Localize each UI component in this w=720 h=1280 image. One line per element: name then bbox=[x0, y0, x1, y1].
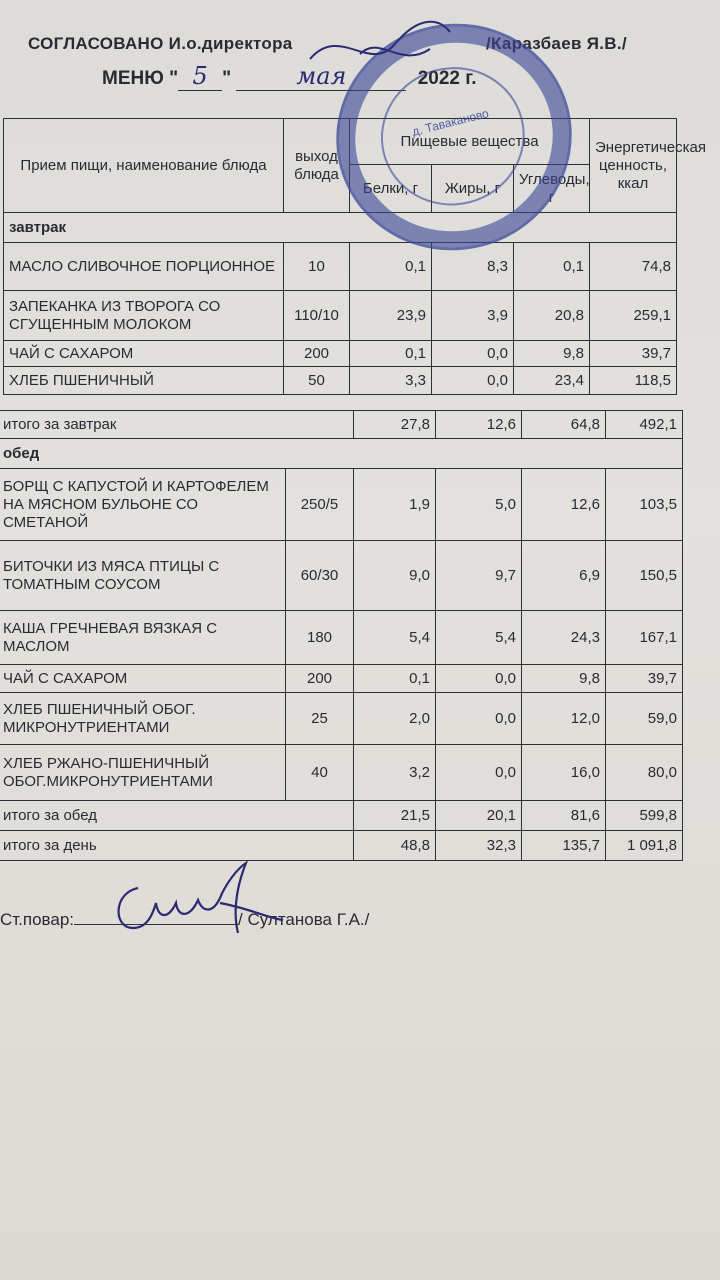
dish-name: БОРЩ С КАПУСТОЙ И КАРТОФЕЛЕМ НА МЯСНОМ БУЛЬОНЕ СО СМЕТАНОЙ bbox=[0, 469, 286, 541]
dish-fat: 0,0 bbox=[432, 341, 514, 367]
day-total-protein: 48,8 bbox=[354, 831, 436, 861]
dish-name: ХЛЕБ ПШЕНИЧНЫЙ ОБОГ. МИКРОНУТРИЕНТАМИ bbox=[0, 693, 286, 745]
menu-day-close: " bbox=[222, 68, 232, 89]
breakfast-total-fat: 12,6 bbox=[436, 411, 522, 439]
dish-name: ЗАПЕКАНКА ИЗ ТВОРОГА СО СГУЩЕННЫМ МОЛОКОМ bbox=[4, 291, 284, 341]
dish-name: ЧАЙ С САХАРОМ bbox=[0, 665, 286, 693]
dish-energy: 259,1 bbox=[590, 291, 677, 341]
col-header-nutrients: Пищевые вещества bbox=[350, 119, 590, 165]
cook-name: / Султанова Г.А./ bbox=[238, 910, 370, 929]
dish-protein: 3,3 bbox=[350, 367, 432, 395]
dish-carbs: 6,9 bbox=[522, 541, 606, 611]
lunch-total-fat: 20,1 bbox=[436, 801, 522, 831]
dish-energy: 118,5 bbox=[590, 367, 677, 395]
dish-protein: 0,1 bbox=[350, 341, 432, 367]
dish-output: 25 bbox=[286, 693, 354, 745]
dish-protein: 0,1 bbox=[350, 243, 432, 291]
lunch-total-row bbox=[0, 801, 683, 831]
stamp-text: д. Таваканово bbox=[410, 106, 491, 139]
dish-energy: 167,1 bbox=[606, 611, 683, 665]
dish-fat: 9,7 bbox=[436, 541, 522, 611]
col-header-name: Прием пищи, наименование блюда bbox=[4, 119, 284, 213]
col-header-energy: Энергетическая ценность, ккал bbox=[590, 119, 677, 213]
dish-fat: 0,0 bbox=[436, 745, 522, 801]
table-row bbox=[4, 341, 677, 367]
menu-year: 2022 г. bbox=[417, 68, 477, 89]
dish-fat: 5,0 bbox=[436, 469, 522, 541]
col-header-protein: Белки, г bbox=[350, 165, 432, 213]
dish-output: 60/30 bbox=[286, 541, 354, 611]
dish-carbs: 20,8 bbox=[514, 291, 590, 341]
dish-protein: 2,0 bbox=[354, 693, 436, 745]
dish-protein: 1,9 bbox=[354, 469, 436, 541]
dish-fat: 0,0 bbox=[436, 693, 522, 745]
day-total-carbs: 135,7 bbox=[522, 831, 606, 861]
dish-protein: 3,2 bbox=[354, 745, 436, 801]
dish-protein: 9,0 bbox=[354, 541, 436, 611]
breakfast-total-carbs: 64,8 bbox=[522, 411, 606, 439]
dish-energy: 39,7 bbox=[606, 665, 683, 693]
dish-fat: 3,9 bbox=[432, 291, 514, 341]
dish-name: КАША ГРЕЧНЕВАЯ ВЯЗКАЯ С МАСЛОМ bbox=[0, 611, 286, 665]
breakfast-total-row bbox=[0, 411, 683, 439]
dish-name: ХЛЕБ ПШЕНИЧНЫЙ bbox=[4, 367, 284, 395]
lunch-total-carbs: 81,6 bbox=[522, 801, 606, 831]
col-header-carbs: Углеводы, г bbox=[514, 165, 590, 213]
dish-fat: 0,0 bbox=[436, 665, 522, 693]
dish-fat: 8,3 bbox=[432, 243, 514, 291]
menu-prefix: МЕНЮ " bbox=[102, 68, 179, 89]
table-row bbox=[0, 665, 683, 693]
dish-carbs: 9,8 bbox=[514, 341, 590, 367]
dish-energy: 150,5 bbox=[606, 541, 683, 611]
director-signature bbox=[300, 14, 460, 84]
section-lunch: обед bbox=[0, 439, 683, 469]
day-total-energy: 1 091,8 bbox=[606, 831, 683, 861]
menu-month: мая bbox=[236, 62, 406, 91]
dish-fat: 0,0 bbox=[432, 367, 514, 395]
col-header-fat: Жиры, г bbox=[432, 165, 514, 213]
dish-name: БИТОЧКИ ИЗ МЯСА ПТИЦЫ С ТОМАТНЫМ СОУСОМ bbox=[0, 541, 286, 611]
breakfast-total-label: итого за завтрак bbox=[0, 411, 354, 439]
dish-carbs: 0,1 bbox=[514, 243, 590, 291]
table-row bbox=[0, 693, 683, 745]
dish-carbs: 12,0 bbox=[522, 693, 606, 745]
dish-carbs: 9,8 bbox=[522, 665, 606, 693]
table-row bbox=[4, 367, 677, 395]
dish-output: 180 bbox=[286, 611, 354, 665]
dish-carbs: 16,0 bbox=[522, 745, 606, 801]
dish-energy: 80,0 bbox=[606, 745, 683, 801]
day-total-fat: 32,3 bbox=[436, 831, 522, 861]
dish-energy: 103,5 bbox=[606, 469, 683, 541]
dish-name: ЧАЙ С САХАРОМ bbox=[4, 341, 284, 367]
dish-output: 200 bbox=[284, 341, 350, 367]
breakfast-total-energy: 492,1 bbox=[606, 411, 683, 439]
dish-output: 250/5 bbox=[286, 469, 354, 541]
table-row bbox=[0, 541, 683, 611]
lunch-total-energy: 599,8 bbox=[606, 801, 683, 831]
dish-output: 40 bbox=[286, 745, 354, 801]
table-row bbox=[0, 745, 683, 801]
table-row bbox=[4, 291, 677, 341]
dish-fat: 5,4 bbox=[436, 611, 522, 665]
table-row bbox=[0, 611, 683, 665]
cook-signature bbox=[108, 858, 288, 948]
dish-energy: 74,8 bbox=[590, 243, 677, 291]
menu-day: 5 bbox=[178, 62, 222, 91]
cook-label: Ст.повар: bbox=[0, 910, 75, 929]
dish-protein: 5,4 bbox=[354, 611, 436, 665]
dish-energy: 59,0 bbox=[606, 693, 683, 745]
dish-protein: 23,9 bbox=[350, 291, 432, 341]
lunch-total-protein: 21,5 bbox=[354, 801, 436, 831]
day-total-row bbox=[0, 831, 683, 861]
dish-name: ХЛЕБ РЖАНО-ПШЕНИЧНЫЙ ОБОГ.МИКРОНУТРИЕНТАМИ bbox=[0, 745, 286, 801]
section-breakfast: завтрак bbox=[4, 213, 677, 243]
approval-line bbox=[28, 34, 627, 54]
dish-protein: 0,1 bbox=[354, 665, 436, 693]
dish-name: МАСЛО СЛИВОЧНОЕ ПОРЦИОННОЕ bbox=[4, 243, 284, 291]
director-name: /Каразбаев Я.В./ bbox=[486, 34, 627, 53]
lunch-total-label: итого за обед bbox=[0, 801, 354, 831]
dish-output: 110/10 bbox=[284, 291, 350, 341]
col-header-output: выход блюда bbox=[284, 119, 350, 213]
dish-output: 200 bbox=[286, 665, 354, 693]
approval-text: СОГЛАСОВАНО И.о.директора bbox=[28, 34, 293, 53]
dish-carbs: 24,3 bbox=[522, 611, 606, 665]
dish-carbs: 23,4 bbox=[514, 367, 590, 395]
menu-table-lunch bbox=[0, 410, 683, 861]
dish-output: 50 bbox=[284, 367, 350, 395]
breakfast-total-protein: 27,8 bbox=[354, 411, 436, 439]
day-total-label: итого за день bbox=[0, 831, 354, 861]
dish-output: 10 bbox=[284, 243, 350, 291]
dish-energy: 39,7 bbox=[590, 341, 677, 367]
table-row bbox=[0, 469, 683, 541]
dish-carbs: 12,6 bbox=[522, 469, 606, 541]
table-row bbox=[4, 243, 677, 291]
